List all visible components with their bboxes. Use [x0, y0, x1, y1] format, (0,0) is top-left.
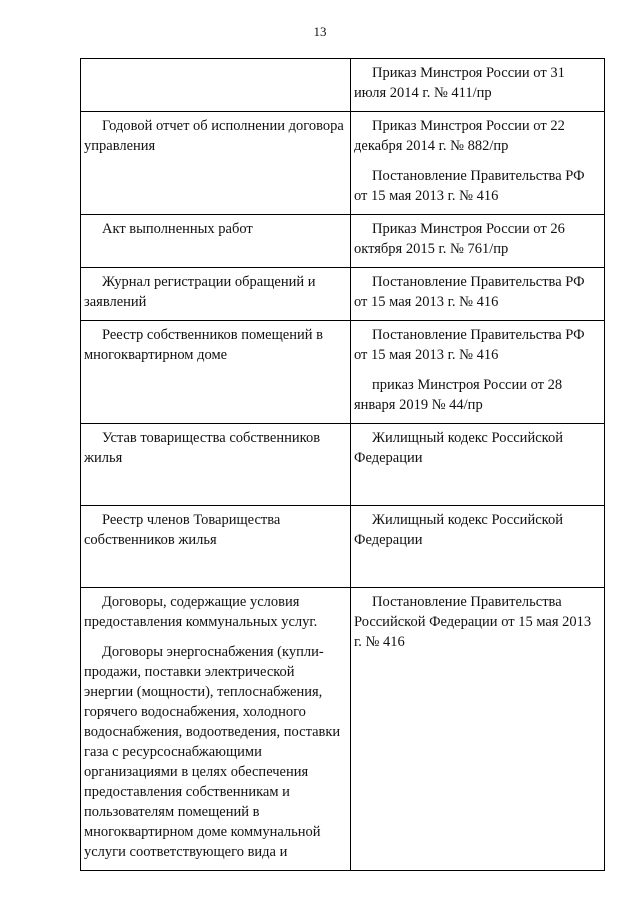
- document-name-cell: [81, 321, 351, 424]
- table-row: [81, 59, 605, 112]
- document-table: [80, 58, 605, 871]
- table-row: [81, 268, 605, 321]
- legal-basis-cell: [351, 506, 605, 588]
- document-name-cell: [81, 112, 351, 215]
- document-name-cell: [81, 506, 351, 588]
- legal-basis-text: Постановление Правительства РФ от 15 мая 2013 г. № 416: [354, 327, 585, 363]
- document-name-text: Договоры, содержащие условия предоставления коммунальных услуг.: [84, 594, 318, 630]
- table-row: [81, 215, 605, 268]
- table-row: [81, 506, 605, 588]
- legal-basis-cell: [351, 321, 605, 424]
- legal-basis-text: Постановление Правительства Российской Федерации от 15 мая 2013 г. № 416: [354, 594, 592, 650]
- legal-basis-text: Приказ Минстроя России от 31 июля 2014 г. № 411/пр: [354, 65, 565, 101]
- legal-basis-cell: [351, 112, 605, 215]
- document-name-cell: [81, 588, 351, 871]
- document-name-text: Журнал регистрации обращений и заявлений: [84, 274, 316, 310]
- legal-basis-cell: [351, 215, 605, 268]
- table-row: [81, 321, 605, 424]
- legal-basis-cell: [351, 424, 605, 506]
- legal-basis-text: Постановление Правительства РФ от 15 мая 2013 г. № 416: [354, 274, 585, 310]
- legal-basis-text: Жилищный кодекс Российской Федерации: [354, 512, 563, 548]
- legal-basis-cell: [351, 59, 605, 112]
- document-name-cell: [81, 59, 351, 112]
- table-row: [81, 112, 605, 215]
- document-name-text: Договоры энергоснабжения (купли-продажи, поставки электрической энергии (мощности), теплоснабжения, горячего водоснабжения, холодного водоснабжения, водоотведения, поставки газа с ресурсоснабжающими организациями в целях обеспечения предоставления собственникам и пользователям помещений в многоквартирном доме коммунальной услуги соответствующего вида и: [84, 644, 341, 860]
- table-row: [81, 588, 605, 871]
- document-name-text: Устав товарищества собственников жилья: [84, 430, 321, 466]
- document-name-text: Реестр собственников помещений в многоквартирном доме: [84, 327, 323, 363]
- document-name-cell: [81, 424, 351, 506]
- table-row: [81, 424, 605, 506]
- document-name-text: Годовой отчет об исполнении договора управления: [84, 118, 344, 154]
- legal-basis-cell: [351, 588, 605, 871]
- legal-basis-cell: [351, 268, 605, 321]
- legal-basis-text: Постановление Правительства РФ от 15 мая 2013 г. № 416: [354, 168, 585, 204]
- legal-basis-text: Приказ Минстроя России от 22 декабря 2014 г. № 882/пр: [354, 118, 565, 154]
- document-name-text: Реестр членов Товарищества собственников жилья: [84, 512, 281, 548]
- document-name-cell: [81, 268, 351, 321]
- document-name-cell: [81, 215, 351, 268]
- legal-basis-text: Приказ Минстроя России от 26 октября 2015 г. № 761/пр: [354, 221, 565, 257]
- page-number: 13: [313, 24, 327, 39]
- legal-basis-text: приказ Минстроя России от 28 января 2019 № 44/пр: [354, 377, 563, 413]
- document-name-text: Акт выполненных работ: [102, 221, 253, 237]
- legal-basis-text: Жилищный кодекс Российской Федерации: [354, 430, 563, 466]
